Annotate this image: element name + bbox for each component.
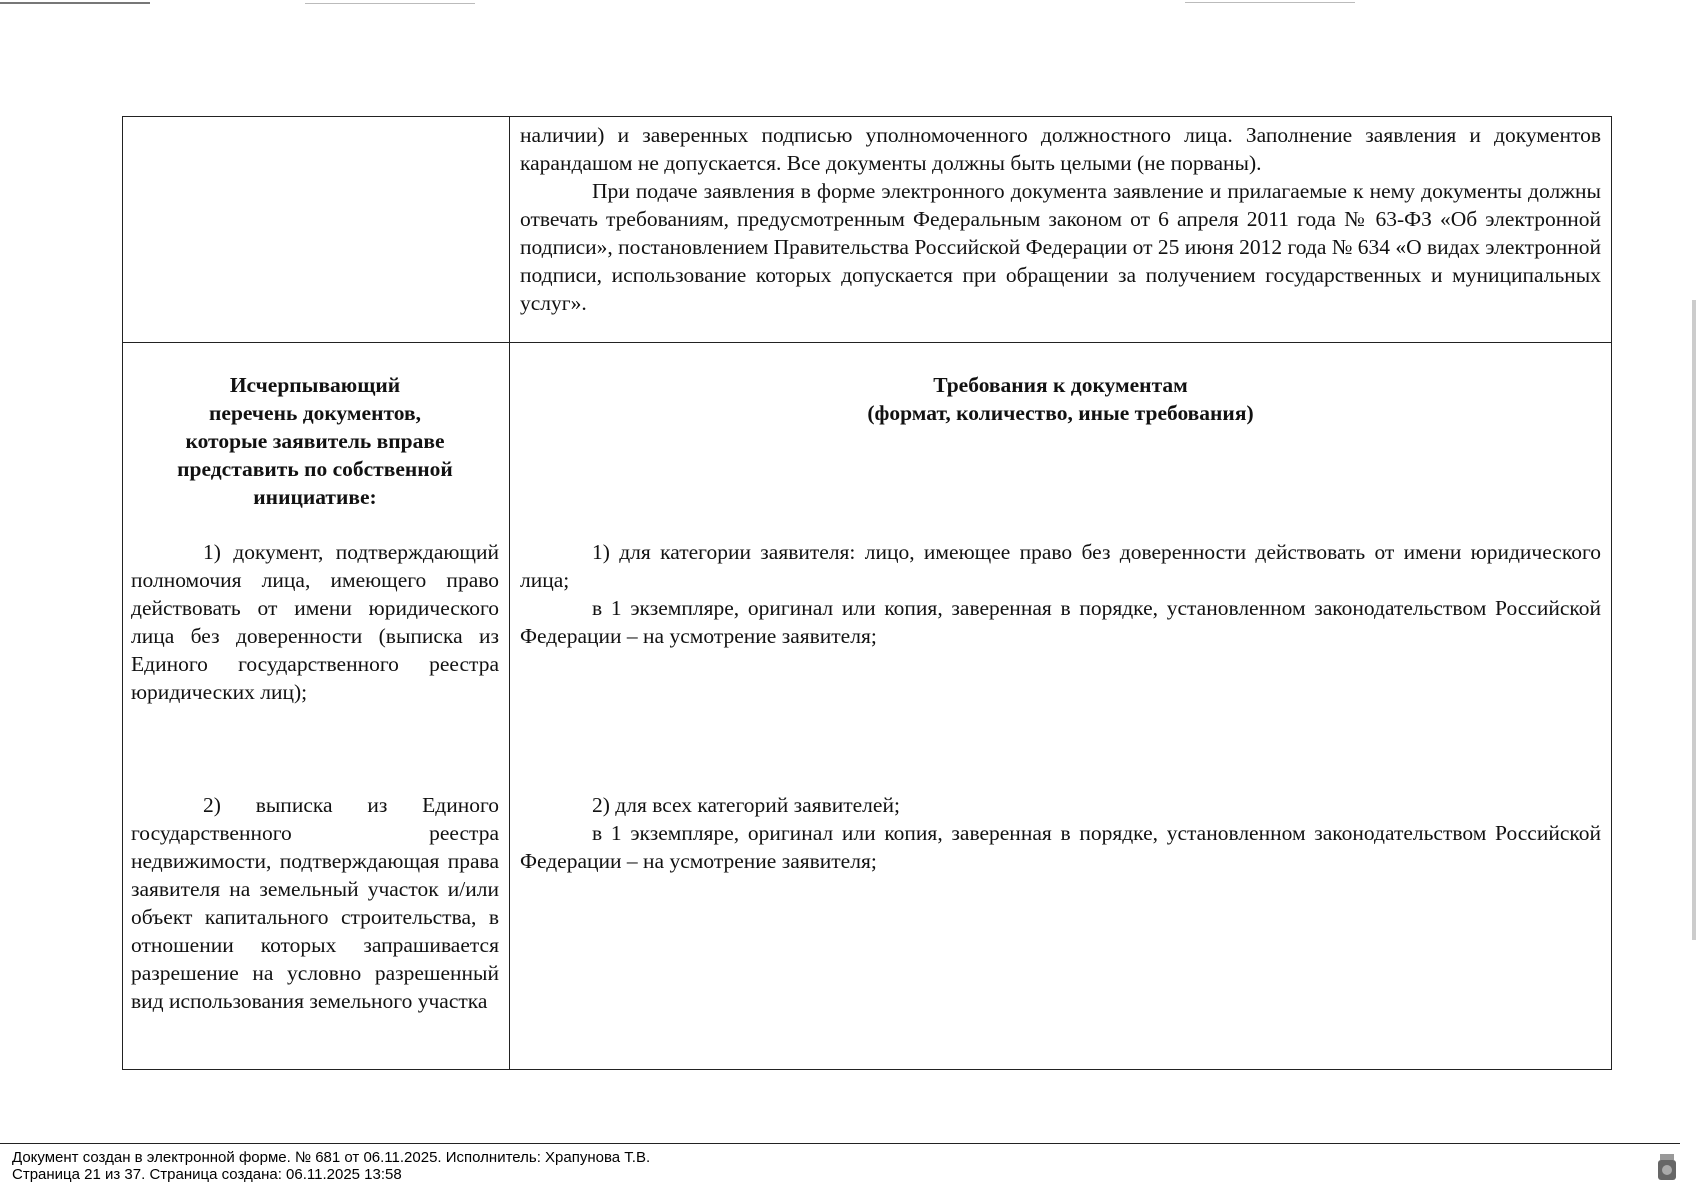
scan-mark <box>1185 2 1355 3</box>
left-heading-line: которые заявитель вправе <box>185 429 445 453</box>
right-item-1-category: 1) для категории заявителя: лицо, имеющее право без доверенности действовать от имени юридического лица; <box>520 540 1601 592</box>
bottom-right-cell <box>510 343 1612 1070</box>
top-paragraph-1: наличии) и заверенных подписью уполномоченного должностного лица. Заполнение заявления и документов карандашом не допускается. Все документы должны быть целыми (не порваны). <box>520 123 1601 175</box>
footer-divider <box>0 1143 1680 1144</box>
right-item-2-requirement: в 1 экземпляре, оригинал или копия, заверенная в порядке, установленном законодательством Российской Федерации – на усмотрение заявителя; <box>520 821 1601 873</box>
scan-mark <box>305 3 475 4</box>
left-heading <box>123 371 509 511</box>
table-row <box>123 343 1612 1070</box>
footer-line-1: Документ создан в электронной форме. № 681 от 06.11.2025. Исполнитель: Храпунова Т.В. <box>12 1149 651 1166</box>
top-left-cell <box>123 117 510 343</box>
document-table <box>122 116 1612 1070</box>
footer-line-2: Страница 21 из 37. Страница создана: 06.11.2025 13:58 <box>12 1166 402 1183</box>
table-row <box>123 117 1612 343</box>
page-footer <box>12 1149 650 1183</box>
top-paragraph-2: При подаче заявления в форме электронного документа заявление и прилагаемые к нему документы должны отвечать требованиям, предусмотренным Федеральным законом от 6 апреля 2011 года № 63-ФЗ «Об электронной подписи», постановлением Правительства Российской Федерации от 25 июня 2012 года № 634 «О видах электронной подписи, использование которых допускается при обращении за получением государственных и муниципальных услуг». <box>520 179 1601 315</box>
left-heading-line: инициативе: <box>253 485 377 509</box>
right-heading <box>510 371 1611 427</box>
top-right-cell <box>510 117 1612 343</box>
bottom-left-cell <box>123 343 510 1070</box>
right-item-2-category: 2) для всех категорий заявителей; <box>592 793 900 817</box>
left-heading-line: Исчерпывающий <box>229 373 401 397</box>
left-item-1: 1) документ, подтверждающий полномочия лица, имеющего право действовать от имени юридического лица без доверенности (выписка из Единого государственного реестра юридических лиц); <box>131 540 499 704</box>
scan-mark <box>1692 300 1696 940</box>
left-item-2: 2) выписка из Единого государственного реестра недвижимости, подтверждающая права заявителя на земельный участок и/или объект капитального строительства, в отношении которых запрашивается разрешение на условно разрешенный вид использования земельного участка <box>131 793 499 1013</box>
right-item-1-requirement: в 1 экземпляре, оригинал или копия, заверенная в порядке, установленном законодательством Российской Федерации – на усмотрение заявителя; <box>520 596 1601 648</box>
left-heading-line: перечень документов, <box>209 401 421 425</box>
scan-mark <box>0 2 150 4</box>
left-heading-line: представить по собственной <box>177 457 453 481</box>
emblem-icon <box>1656 1152 1678 1182</box>
right-heading-line: (формат, количество, иные требования) <box>867 401 1254 425</box>
right-heading-line: Требования к документам <box>933 373 1188 397</box>
